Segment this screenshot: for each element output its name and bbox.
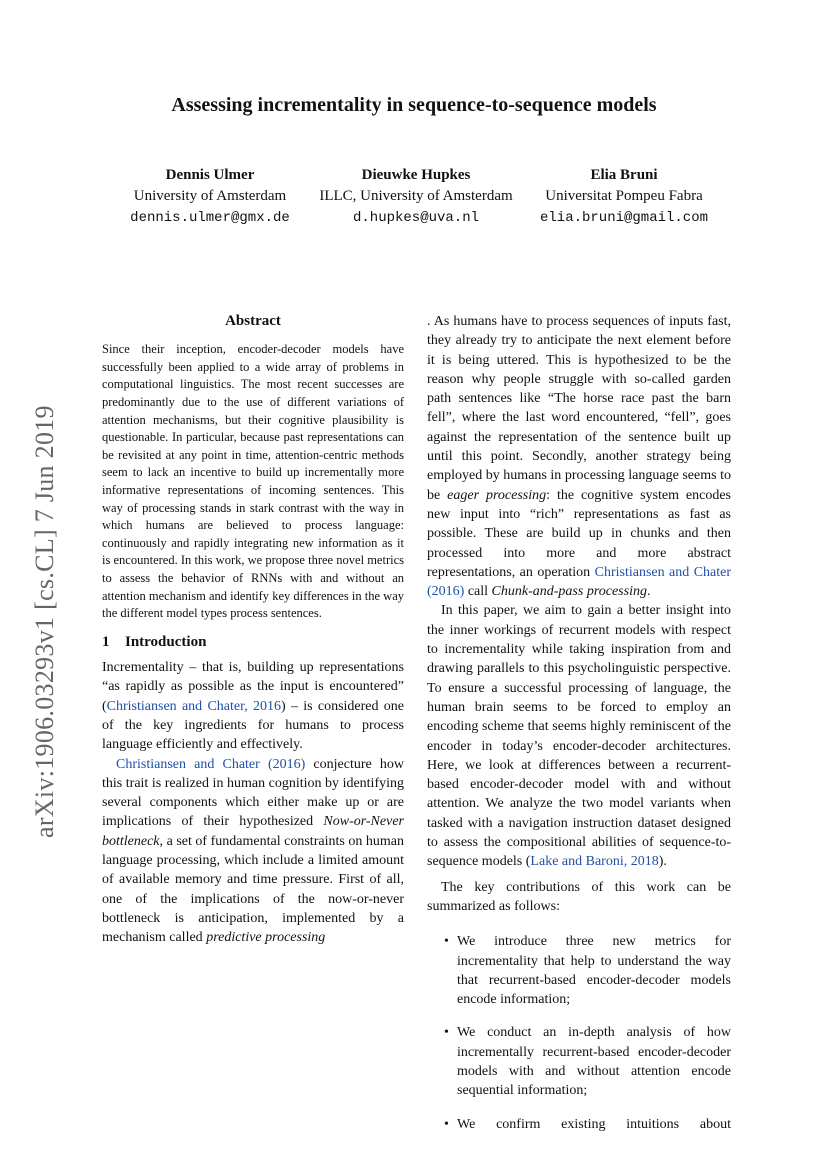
text-run: . [646, 584, 651, 600]
intro-paragraph-1 [102, 658, 404, 754]
text-run: : the cognitive system encodes new input into “rich” representations as fast as possible. These are build up in chunks and then processed into more and more abstract representations, an operation [427, 487, 731, 580]
author-name: Elia Bruni [590, 167, 658, 183]
citation-link[interactable]: Christiansen and Chater, 2016 [106, 698, 281, 714]
intro-paragraph-4: The key contributions of this work can be summarized as follows: [427, 879, 731, 914]
list-item [427, 1115, 731, 1134]
text-run: In this paper, we aim to gain a better insight into the inner workings of recurrent models with respect to incrementality while taking inspiration from and drawing parallels to this psycholinguistic perspective. To ensure a successful processing of language, the human brain seems to be forced to employ an encoding scheme that seems highly reminiscent of the encoder in today’s encoder-decoder architectures. Here, we look at differences between a recurrent-based encoder-decoder model with and without attention. We analyze the two model variants when tasked with a navigation instruction dataset designed to assess the compositional abilities of sequence-to-sequence models ( [427, 603, 731, 870]
list-item-text: We conduct an in-depth analysis of how incrementally recurrent-based encoder-decoder models with and without attention encode sequential information; [457, 1025, 731, 1099]
emphasis-text: Chunk-and-pass processing [491, 584, 647, 600]
arxiv-identifier-text: arXiv:1906.03293v1 [cs.CL] 7 Jun 2019 [30, 405, 59, 838]
section-heading [102, 633, 404, 652]
intro-paragraph-3 [427, 601, 731, 871]
bullet-marker: • [444, 1116, 449, 1132]
citation-link[interactable]: Christiansen and Chater (2016) [116, 756, 306, 772]
section-number: 1 [102, 633, 110, 650]
contributions-list [427, 932, 731, 1134]
author-block-1 [122, 164, 298, 229]
list-item-text: We introduce three new metrics for incrementality that help to understand the way that recurrent-based encoder-decoder models encode information; [457, 934, 731, 1008]
section-title: Introduction [125, 633, 207, 650]
text-run: , a set of fundamental constraints on human language processing, which include a limited amount of available memory and time pressure. First of all, one of the implications of the now-or-never bottleneck is anticipation, implemented by a mechanism called [102, 833, 404, 946]
abstract-heading: Abstract [225, 313, 281, 329]
author-email: d.hupkes@uva.nl [352, 210, 480, 226]
bullet-marker: • [444, 1025, 449, 1041]
list-item-text: We confirm existing intuitions about [457, 1116, 731, 1132]
intro-paragraph-2-continued [427, 312, 731, 601]
author-block-2 [304, 164, 528, 229]
text-run: Incrementality – that is, building up representations “as rapidly as possible as the input is encountered” ( [102, 660, 404, 714]
text-run: . As humans have to process sequences of inputs fast, they already try to anticipate the next element before it is being uttered. This is hypothesized to be the reason why people struggle with so-called garden path sentences like “The horse race past the barn fell”, where the last word encountered, “fell”, goes against the representation of the sentence built up until this point. Secondly, another strategy being employed by humans in processing language seems to be [427, 314, 731, 503]
list-item [427, 932, 731, 1009]
text-run: ). [658, 854, 667, 870]
text-run: call [464, 584, 492, 600]
abstract-text: Since their inception, encoder-decoder models have successfully been applied to a wide array of problems in computational linguistics. The most recent successes are predominantly due to the use of different variations of attention mechanisms, but their cognitive plausibility is questionable. In particular, because past representations can be revisited at any point in time, attention-centric methods seem to lack an incentive to build up incrementally more informative representations of incoming sentences. This way of processing stands in stark contrast with the way in which humans are believed to process language: continuously and rapidly integrating new information as it is encountered. In this work, we propose three novel metrics to assess the behavior of RNNs with and without an attention mechanism and identify key differences in the way the different model types process sentences. [102, 342, 404, 621]
author-affiliation: Universitat Pompeu Fabra [545, 188, 703, 204]
text-run: conjecture how this trait is realized in human cognition by identifying several components which either make up or are implications of their hypothesized [102, 756, 404, 830]
citation-link[interactable]: Lake and Baroni, 2018 [530, 854, 659, 870]
arxiv-identifier [22, 378, 62, 838]
text-run: ) – is considered one of the key ingredients for humans to process language efficiently and effectively. [102, 698, 404, 753]
emphasis-text: predictive processing [206, 930, 326, 946]
author-affiliation: ILLC, University of Amsterdam [319, 188, 513, 204]
bullet-marker: • [444, 934, 449, 950]
author-email: dennis.ulmer@gmx.de [130, 210, 290, 226]
left-column [102, 312, 404, 948]
right-column [427, 312, 731, 1148]
author-affiliation: University of Amsterdam [133, 188, 287, 204]
citation-link[interactable]: Christiansen and Chater (2016) [427, 564, 732, 600]
author-email: elia.bruni@gmail.com [539, 210, 709, 226]
list-item [427, 1023, 731, 1100]
author-name: Dieuwke Hupkes [361, 167, 471, 183]
intro-paragraph-2 [102, 755, 404, 948]
author-block-3 [526, 164, 722, 229]
emphasis-text: eager processing [447, 487, 547, 503]
emphasis-text: Now-or-Never bottleneck [102, 814, 404, 849]
author-name: Dennis Ulmer [165, 167, 255, 183]
paper-title: Assessing incrementality in sequence-to-sequence models [171, 94, 657, 116]
